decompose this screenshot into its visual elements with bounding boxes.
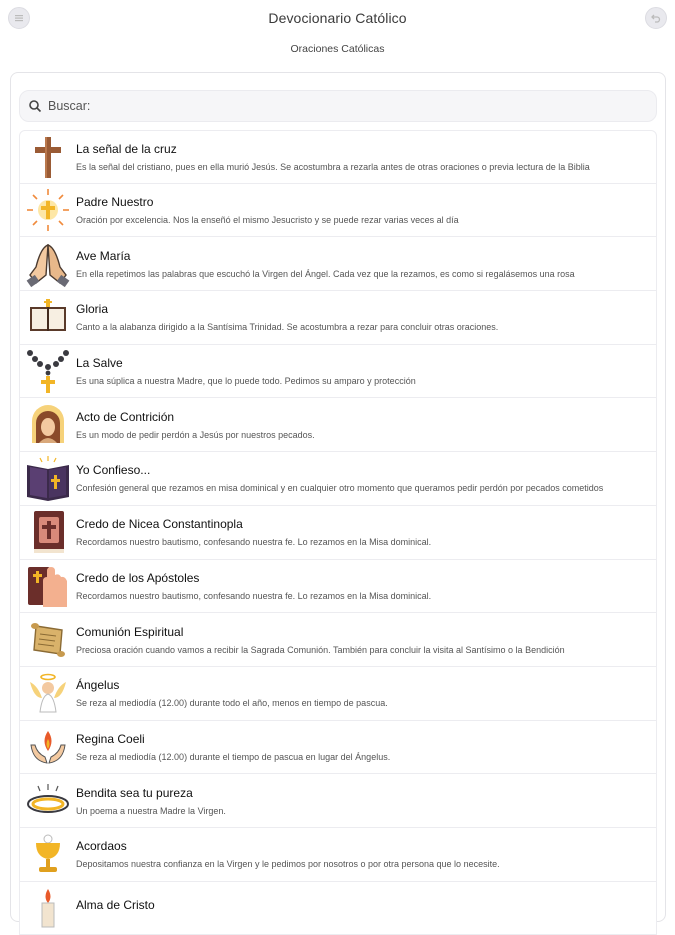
list-item[interactable]: [19, 774, 657, 828]
item-description: Es una súplica a nuestra Madre, que lo puede todo. Pedimos su amparo y protección: [76, 376, 416, 387]
item-title: Credo de Nicea Constantinopla: [76, 517, 243, 532]
item-title: Yo Confieso...: [76, 463, 151, 478]
item-description: Un poema a nuestra Madre la Virgen.: [76, 805, 226, 816]
list-item[interactable]: [19, 452, 657, 506]
item-description: Es un modo de pedir perdón a Jesús por nuestros pecados.: [76, 429, 315, 440]
item-description: Recordamos nuestro bautismo, confesando nuestra fe. Lo rezamos en la Misa dominical.: [76, 537, 432, 548]
list-item[interactable]: [19, 237, 657, 291]
item-title: Ángelus: [76, 678, 120, 693]
item-description: Es la señal del cristiano, pues en ella murió Jesús. Se acostumbra a rezarla antes de otras oraciones o previa lectura de la Biblia: [76, 161, 590, 172]
item-title: Gloria: [76, 302, 109, 317]
item-description: Se reza al mediodía (12.00) durante el tiempo de pascua en lugar del Ángelus.: [76, 751, 391, 762]
search-bar[interactable]: [19, 90, 657, 122]
angel-icon: [20, 668, 76, 718]
undo-icon: [650, 12, 662, 24]
back-button[interactable]: [645, 7, 667, 29]
open-book-icon: [20, 292, 76, 342]
list-item[interactable]: [19, 291, 657, 345]
scroll-icon: [20, 615, 76, 665]
rosary-icon: [20, 346, 76, 396]
item-title: Acordaos: [76, 839, 127, 854]
bible-icon: [20, 453, 76, 503]
item-description: Se reza al mediodía (12.00) durante todo el año, menos en tiempo de pascua.: [76, 698, 388, 709]
chalice-icon: [20, 829, 76, 879]
item-description: Canto a la alabanza dirigido a la Santísima Trinidad. Se acostumbra a rezar para concluir otras oraciones.: [76, 322, 499, 333]
list-item[interactable]: [19, 613, 657, 667]
item-title: Comunión Espiritual: [76, 624, 184, 639]
list-item[interactable]: [19, 130, 657, 184]
item-description: Confesión general que rezamos en misa dominical y en cualquier otro momento que queramos pedir perdón por pecados cometidos: [76, 483, 604, 494]
item-description: En ella repetimos las palabras que escuchó la Virgen del Ángel. Cada vez que la rezamos, es como si regalásemos una rosa: [76, 268, 575, 279]
list-item[interactable]: [19, 828, 657, 882]
item-title: Regina Coeli: [76, 731, 145, 746]
cross-icon: [20, 132, 76, 182]
item-title: La señal de la cruz: [76, 141, 177, 156]
praying-hands-icon: [20, 239, 76, 289]
item-title: La Salve: [76, 356, 123, 371]
item-description: Oración por excelencia. Nos la enseñó el mismo Jesucristo y se puede rezar varias veces al día: [76, 215, 459, 226]
holy-book-icon: [20, 507, 76, 557]
flame-hands-icon: [20, 722, 76, 772]
search-input[interactable]: [48, 99, 608, 113]
item-description: Recordamos nuestro bautismo, confesando nuestra fe. Lo rezamos en la Misa dominical.: [76, 590, 432, 601]
halo-icon: [20, 776, 76, 826]
item-title: Alma de Cristo: [76, 897, 155, 912]
radiant-cross-icon: [20, 185, 76, 235]
virgin-icon: [20, 400, 76, 450]
hand-on-bible-icon: [20, 561, 76, 611]
item-title: Padre Nuestro: [76, 195, 154, 210]
app-title: Devocionario Católico: [268, 10, 407, 26]
search-icon: [28, 99, 42, 113]
top-bar: [0, 0, 675, 38]
list-item[interactable]: [19, 882, 657, 935]
item-description: Depositamos nuestra confianza en la Virgen y le pedimos por nosotros o por otra persona que lo necesite.: [76, 859, 500, 870]
list-item[interactable]: [19, 506, 657, 560]
item-description: Preciosa oración cuando vamos a recibir la Sagrada Comunión. También para concluir la visita al Santísimo o la Bendición: [76, 644, 565, 655]
item-title: Credo de los Apóstoles: [76, 570, 200, 585]
prayer-list: [19, 130, 657, 935]
list-item[interactable]: [19, 184, 657, 238]
item-title: Bendita sea tu pureza: [76, 785, 193, 800]
candle-icon: [20, 883, 76, 933]
page-subtitle: Oraciones Católicas: [290, 43, 385, 55]
list-item[interactable]: [19, 345, 657, 399]
item-title: Acto de Contrición: [76, 409, 175, 424]
list-item[interactable]: [19, 560, 657, 614]
list-item[interactable]: [19, 667, 657, 721]
list-item[interactable]: [19, 398, 657, 452]
list-item[interactable]: [19, 721, 657, 775]
item-title: Ave María: [76, 248, 131, 263]
